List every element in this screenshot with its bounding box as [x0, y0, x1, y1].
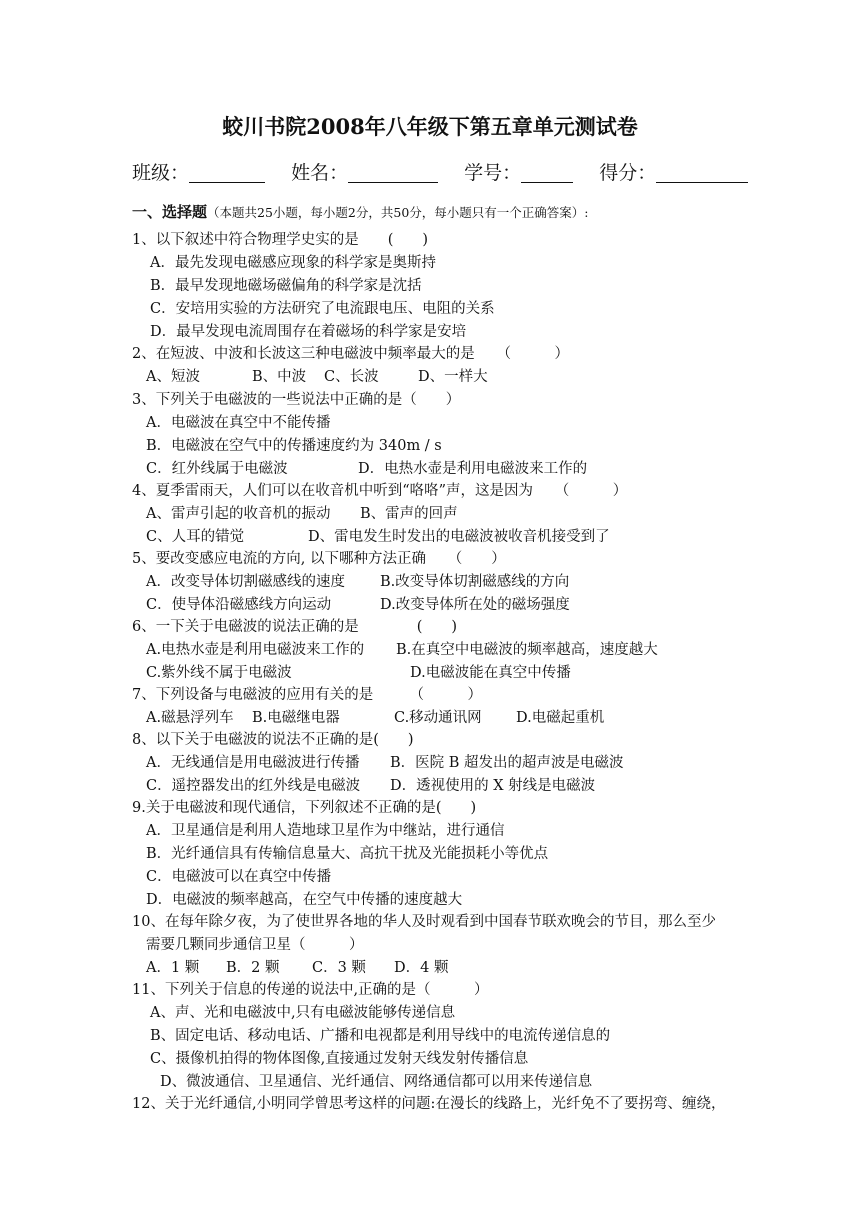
question-3-stem: 3、下列关于电磁波的一些说法中正确的是（ ）: [132, 392, 461, 408]
question-10-option-d: D．4 颗: [394, 960, 449, 976]
question-12-stem: 12、关于光纤通信,小明同学曾思考这样的问题:在漫长的线路上，光纤免不了要拐弯、缠绕，: [132, 1096, 726, 1112]
class-field: [132, 158, 265, 188]
question-5-stem: 5、要改变感应电流的方向, 以下哪种方法正确 （ ）: [132, 551, 506, 567]
question-10-stem: 10、在每年除夕夜，为了使世界各地的华人及时观看到中国春节联欢晚会的节目，那么至少: [132, 914, 716, 930]
name-label: 姓名：: [291, 162, 349, 184]
question-7-option-b: B.电磁继电器: [252, 710, 340, 726]
question-10-option-c: C．3 颗: [312, 960, 366, 976]
question-9-option-b: B．光纤通信具有传输信息量大、高抗干扰及光能损耗小等优点: [146, 846, 549, 862]
student-id-blank: [521, 162, 573, 183]
question-9-stem: 9.关于电磁波和现代通信，下列叙述不正确的是( ): [132, 800, 477, 816]
question-9-option-d: D．电磁波的频率越高，在空气中传播的速度越大: [146, 892, 463, 908]
question-3-option-a: A．电磁波在真空中不能传播: [146, 415, 331, 431]
score-label: 得分：: [599, 162, 657, 184]
student-id-label: 学号：: [464, 162, 522, 184]
question-11-option-a: A、声、光和电磁波中,只有电磁波能够传递信息: [150, 1005, 456, 1021]
question-3-option-b: B．电磁波在空气中的传播速度约为 340m / s: [146, 438, 442, 454]
question-6-option-d: D.电磁波能在真空中传播: [410, 665, 571, 681]
question-10-stem-continued: 需要几颗同步通信卫星（ ）: [146, 937, 364, 953]
question-11-stem: 11、下列关于信息的传递的说法中,正确的是（ ）: [132, 982, 489, 998]
page-title: 蛟川书院2008年八年级下第五章单元测试卷: [222, 114, 638, 139]
question-8-stem: 8、以下关于电磁波的说法不正确的是( ): [132, 732, 414, 748]
question-3-option-d: D．电热水壶是利用电磁波来工作的: [358, 461, 588, 477]
question-9-option-c: C．电磁波可以在真空中传播: [146, 869, 332, 885]
question-6-option-b: B.在真空中电磁波的频率越高，速度越大: [396, 642, 658, 658]
question-4-option-b: B、雷声的回声: [360, 506, 458, 522]
question-4-option-a: A、雷声引起的收音机的振动: [146, 506, 331, 522]
question-2-option-c: C、长波: [324, 369, 379, 385]
question-6-stem: 6、一下关于电磁波的说法正确的是 ( ): [132, 619, 458, 635]
score-field: [599, 158, 748, 188]
section-note: （本题共25小题，每小题2分，共50分，每小题只有一个正确答案）:: [207, 205, 589, 220]
question-5-option-b: B.改变导体切割磁感线的方向: [380, 574, 570, 590]
question-7-option-c: C.移动通讯网: [394, 710, 482, 726]
question-8-option-a: A．无线通信是用电磁波进行传播: [146, 755, 360, 771]
question-2-stem: 2、在短波、中波和长波这三种电磁波中频率最大的是 （ ）: [132, 346, 569, 362]
name-field: [291, 158, 438, 188]
question-11-option-d: D、微波通信、卫星通信、光纤通信、网络通信都可以用来传递信息: [160, 1074, 593, 1090]
question-1-option-b: B．最早发现地磁场磁偏角的科学家是沈括: [150, 278, 422, 294]
question-6-option-a: A.电热水壶是利用电磁波来工作的: [146, 642, 365, 658]
question-8-option-c: C．遥控器发出的红外线是电磁波: [146, 778, 361, 794]
question-6-option-c: C.紫外线不属于电磁波: [146, 665, 292, 681]
question-5-option-d: D.改变导体所在处的磁场强度: [380, 597, 570, 613]
question-8-option-d: D．透视使用的 X 射线是电磁波: [390, 778, 596, 794]
question-10-option-b: B．2 颗: [226, 960, 280, 976]
class-blank: [189, 162, 265, 183]
question-2-option-a: A、短波: [146, 369, 200, 385]
question-3-option-c: C．红外线属于电磁波: [146, 461, 288, 477]
section-header: [132, 200, 589, 225]
question-5-option-c: C．使导体沿磁感线方向运动: [146, 597, 332, 613]
question-4-stem: 4、夏季雷雨天，人们可以在收音机中听到“咯咯”声，这是因为 （ ）: [132, 483, 628, 499]
section-title: 一、选择题: [132, 203, 208, 221]
student-info-row: [132, 158, 748, 188]
question-2-option-b: B、中波: [252, 369, 307, 385]
question-7-option-d: D.电磁起重机: [516, 710, 605, 726]
question-4-option-c: C、人耳的错觉: [146, 529, 245, 545]
question-1-option-d: D．最早发现电流周围存在着磁场的科学家是安培: [150, 324, 467, 340]
question-7-stem: 7、下列设备与电磁波的应用有关的是 （ ）: [132, 687, 482, 703]
student-id-field: [464, 158, 573, 188]
score-blank: [656, 162, 748, 183]
question-1-option-c: C．安培用实验的方法研究了电流跟电压、电阻的关系: [150, 301, 495, 317]
question-4-option-d: D、雷电发生时发出的电磁波被收音机接受到了: [308, 529, 610, 545]
question-8-option-b: B．医院 B 超发出的超声波是电磁波: [390, 755, 624, 771]
question-10-option-a: A．1 颗: [146, 960, 200, 976]
name-blank: [348, 162, 438, 183]
question-11-option-c: C、摄像机拍得的物体图像,直接通过发射天线发射传播信息: [150, 1051, 529, 1067]
question-5-option-a: A．改变导体切割磁感线的速度: [146, 574, 345, 590]
class-label: 班级：: [132, 162, 190, 184]
question-2-option-d: D、一样大: [418, 369, 488, 385]
question-11-option-b: B、固定电话、移动电话、广播和电视都是利用导线中的电流传递信息的: [150, 1028, 611, 1044]
question-7-option-a: A.磁悬浮列车: [146, 710, 234, 726]
question-9-option-a: A．卫星通信是利用人造地球卫星作为中继站，进行通信: [146, 823, 505, 839]
question-1-stem: 1、以下叙述中符合物理学史实的是 ( ): [132, 232, 429, 248]
question-1-option-a: A．最先发现电磁感应现象的科学家是奥斯持: [150, 255, 436, 271]
